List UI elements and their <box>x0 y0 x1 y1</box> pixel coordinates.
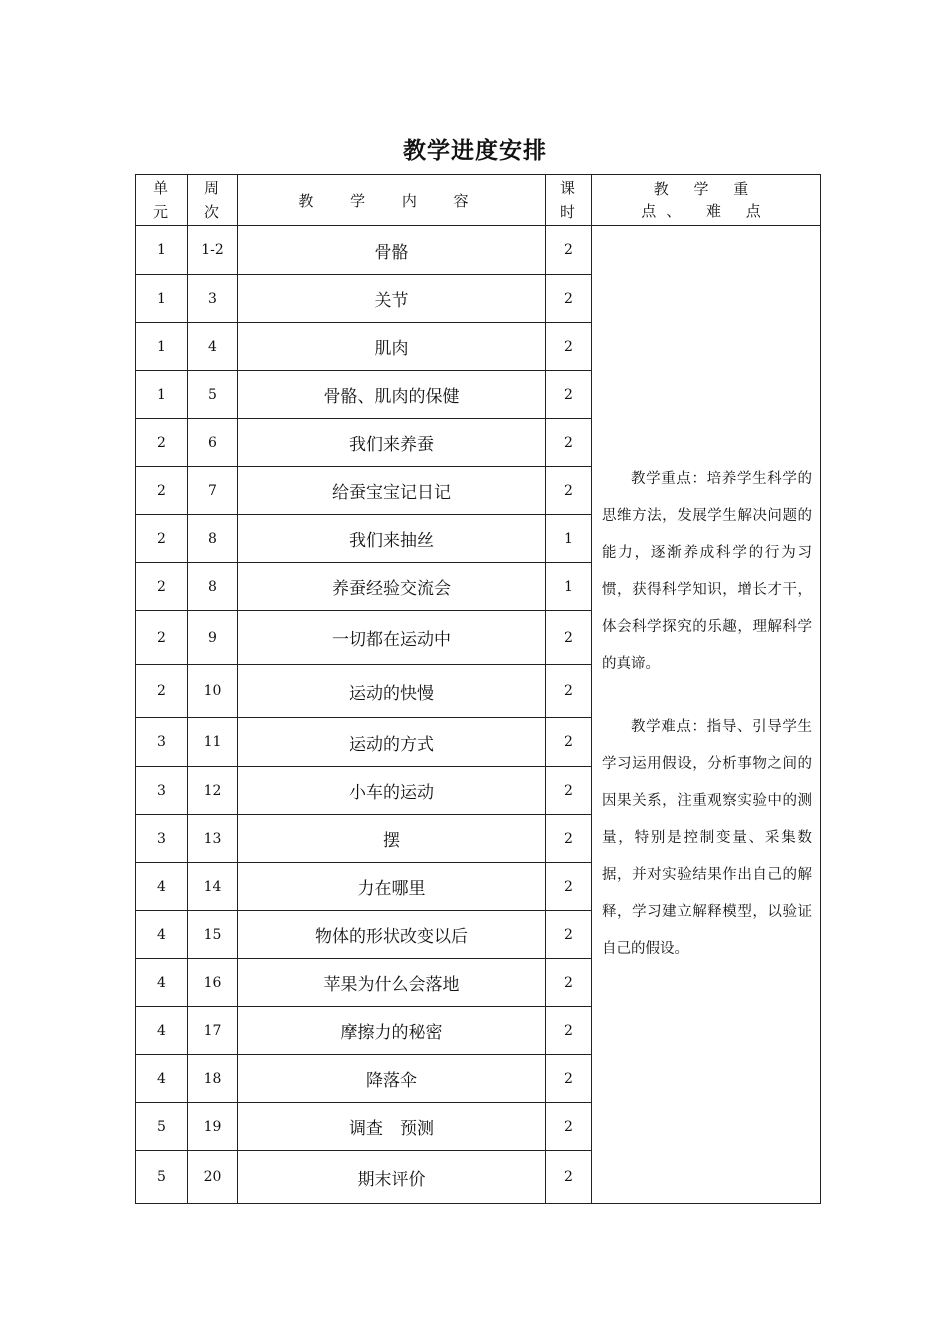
cell-content: 关节 <box>238 275 546 323</box>
cell-hours: 2 <box>546 226 592 275</box>
cell-content: 给蚕宝宝记日记 <box>238 467 546 515</box>
cell-hours: 2 <box>546 767 592 815</box>
cell-hours: 2 <box>546 275 592 323</box>
cell-hours: 2 <box>546 1007 592 1055</box>
cell-week: 8 <box>188 515 238 563</box>
key-points-text: 教学重点：培养学生科学的思维方法，发展学生解决问题的能力，逐渐养成科学的行为习惯，获得科学知识，增长才干，体会科学探究的乐趣，理解科学的真谛。 <box>602 471 812 672</box>
cell-content: 苹果为什么会落地 <box>238 959 546 1007</box>
schedule-body <box>136 226 821 1204</box>
cell-content: 期末评价 <box>238 1151 546 1204</box>
cell-content: 摩擦力的秘密 <box>238 1007 546 1055</box>
cell-week: 15 <box>188 911 238 959</box>
cell-content: 力在哪里 <box>238 863 546 911</box>
cell-unit: 4 <box>136 911 188 959</box>
cell-unit: 2 <box>136 419 188 467</box>
cell-week: 16 <box>188 959 238 1007</box>
cell-content: 降落伞 <box>238 1055 546 1103</box>
cell-content: 运动的快慢 <box>238 665 546 718</box>
cell-hours: 2 <box>546 959 592 1007</box>
cell-hours: 2 <box>546 1055 592 1103</box>
cell-week: 10 <box>188 665 238 718</box>
cell-hours: 2 <box>546 1151 592 1204</box>
cell-unit: 1 <box>136 371 188 419</box>
cell-unit: 2 <box>136 665 188 718</box>
cell-week: 20 <box>188 1151 238 1204</box>
notes-spacer <box>602 683 812 709</box>
cell-week: 18 <box>188 1055 238 1103</box>
cell-content: 骨骼 <box>238 226 546 275</box>
cell-unit: 3 <box>136 815 188 863</box>
cell-unit: 2 <box>136 467 188 515</box>
cell-hours: 2 <box>546 1103 592 1151</box>
cell-unit: 4 <box>136 1007 188 1055</box>
header-week: 周 次 <box>188 175 238 226</box>
header-notes: 教 学 重 点、 难 点 <box>592 175 821 226</box>
cell-unit: 3 <box>136 718 188 767</box>
cell-week: 6 <box>188 419 238 467</box>
cell-hours: 1 <box>546 563 592 611</box>
cell-week: 11 <box>188 718 238 767</box>
cell-unit: 4 <box>136 1055 188 1103</box>
cell-week: 8 <box>188 563 238 611</box>
cell-week: 5 <box>188 371 238 419</box>
cell-unit: 1 <box>136 275 188 323</box>
header-row <box>136 175 821 226</box>
cell-hours: 2 <box>546 323 592 371</box>
cell-week: 14 <box>188 863 238 911</box>
cell-unit: 2 <box>136 611 188 665</box>
cell-unit: 4 <box>136 959 188 1007</box>
cell-unit: 2 <box>136 563 188 611</box>
cell-week: 1-2 <box>188 226 238 275</box>
cell-week: 13 <box>188 815 238 863</box>
cell-unit: 2 <box>136 515 188 563</box>
cell-unit: 5 <box>136 1103 188 1151</box>
cell-hours: 2 <box>546 718 592 767</box>
cell-week: 19 <box>188 1103 238 1151</box>
cell-hours: 2 <box>546 815 592 863</box>
cell-content: 肌肉 <box>238 323 546 371</box>
cell-hours: 2 <box>546 467 592 515</box>
cell-content: 小车的运动 <box>238 767 546 815</box>
cell-content: 我们来抽丝 <box>238 515 546 563</box>
cell-week: 9 <box>188 611 238 665</box>
cell-hours: 2 <box>546 611 592 665</box>
cell-content: 骨骼、肌肉的保健 <box>238 371 546 419</box>
cell-unit: 4 <box>136 863 188 911</box>
cell-unit: 3 <box>136 767 188 815</box>
cell-content: 物体的形状改变以后 <box>238 911 546 959</box>
header-unit: 单 元 <box>136 175 188 226</box>
cell-content: 运动的方式 <box>238 718 546 767</box>
cell-week: 17 <box>188 1007 238 1055</box>
teaching-notes-cell <box>592 226 821 1204</box>
header-content: 教 学 内 容 <box>238 175 546 226</box>
cell-hours: 2 <box>546 371 592 419</box>
cell-content: 摆 <box>238 815 546 863</box>
cell-week: 4 <box>188 323 238 371</box>
cell-week: 7 <box>188 467 238 515</box>
cell-content: 养蚕经验交流会 <box>238 563 546 611</box>
difficulties-text: 教学难点：指导、引导学生学习运用假设，分析事物之间的因果关系，注重观察实验中的测量，特别是控制变量、采集数据，并对实验结果作出自己的解释，学习建立解释模型，以验证自己的假设。 <box>602 719 812 957</box>
schedule-table <box>135 174 821 1204</box>
header-hours: 课 时 <box>546 175 592 226</box>
cell-hours: 2 <box>546 863 592 911</box>
cell-unit: 1 <box>136 323 188 371</box>
table-row <box>136 226 821 275</box>
cell-unit: 5 <box>136 1151 188 1204</box>
cell-hours: 2 <box>546 419 592 467</box>
cell-week: 12 <box>188 767 238 815</box>
cell-content: 一切都在运动中 <box>238 611 546 665</box>
cell-content: 调查 预测 <box>238 1103 546 1151</box>
cell-hours: 2 <box>546 911 592 959</box>
cell-unit: 1 <box>136 226 188 275</box>
cell-hours: 1 <box>546 515 592 563</box>
cell-hours: 2 <box>546 665 592 718</box>
cell-week: 3 <box>188 275 238 323</box>
cell-content: 我们来养蚕 <box>238 419 546 467</box>
document-title: 教学进度安排 <box>403 138 547 164</box>
